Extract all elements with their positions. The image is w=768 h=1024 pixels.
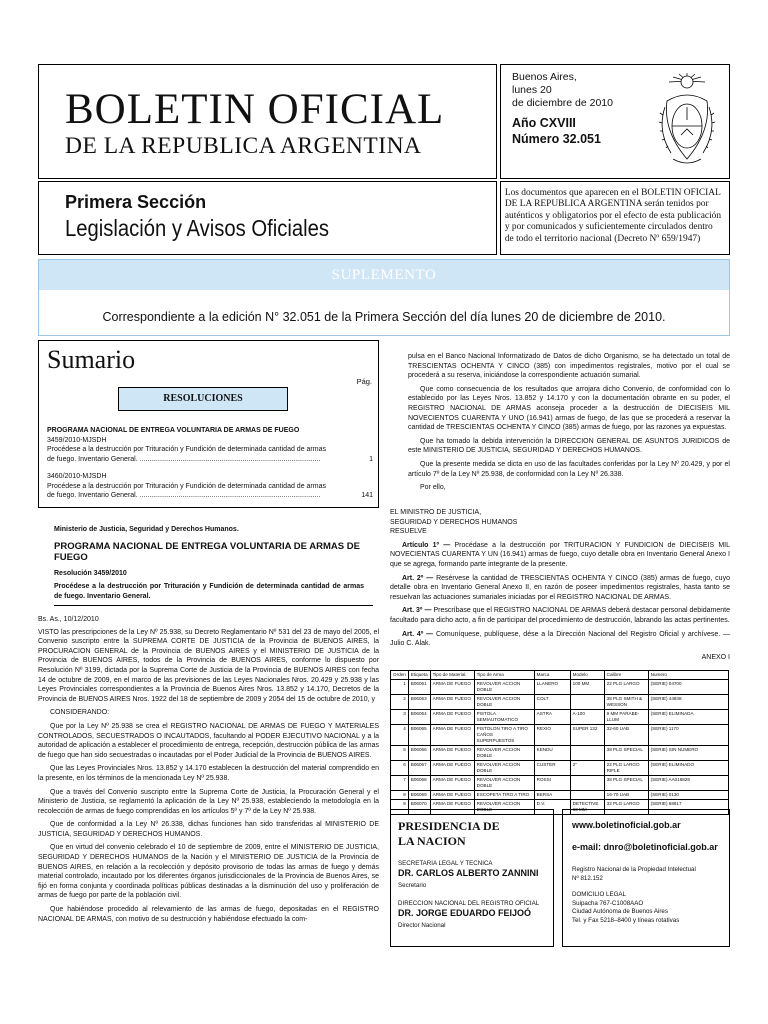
table-cell: 32-60 UAB: [604, 725, 648, 746]
table-row: [391, 725, 729, 746]
table-cell: B06069: [408, 791, 430, 800]
table-cell: ARMA DE FUEGO: [430, 710, 474, 725]
table-cell: B06065: [408, 725, 430, 746]
program-title: PROGRAMA NACIONAL DE ENTREGA VOLUNTARIA DE ARMAS DE FUEGO: [54, 541, 360, 563]
table-cell: 38 PLG SPECIAL: [604, 776, 648, 791]
paragraph: Que en virtud del convenio celebrado el 10 de septiembre de 2009, entre el MINISTERIO DE JUSTICIA, SEGURIDAD Y DERECHOS HUMANOS de la Nación y el MINISTERIO DE JUSTICIA de la Provincia de BUENOS AIRES, en relación a la recolección y depósito provisorio de todas las armas de fuego y demás material controlado, incautado por los diferentes órganos jurisdiccionales de la Provincia de Buenos Aires, se fijó en forma conjunta y coordinada políticas públicas destinadas a la disminución del uso y proliferación de armas de fuego por parte de la población civil.: [38, 844, 379, 900]
supplement-banner: [38, 259, 730, 336]
table-cell: (SERIE) 68617: [648, 800, 728, 815]
table-header-cell: Etiqueta: [408, 671, 430, 680]
table-cell: ARMA DE FUEGO: [430, 725, 474, 746]
table-cell: REVOLVER ACCION DOBLE: [474, 695, 534, 710]
paragraph: pulsa en el Banco Nacional Informatizado de Datos de dicho Organismo, se ha detectado un total de TRESCIENTAS OCHENTA Y CINCO (385) con impedimentos registrales, motivo por el cual se procederá a su reserva, iniciándose la correspondiente actuación sumarial.: [408, 353, 730, 380]
table-cell: 38 PLG SPECIAL: [604, 746, 648, 761]
paragraph: Que las Leyes Provinciales Nros. 13.852 y 14.170 establecen la destrucción del material comprendido en la presente, en los términos de la mencionada Ley Nº 25.938.: [38, 765, 379, 782]
table-cell: ARMA DE FUEGO: [430, 776, 474, 791]
anexo-label: ANEXO I: [701, 653, 730, 661]
table-cell: REVOLVER ACCION DOBLE: [474, 776, 534, 791]
table-cell: [570, 746, 604, 761]
official-name: DR. JORGE EDUARDO FEIJOÓ: [398, 908, 532, 918]
table-header-cell: Orden: [391, 671, 409, 680]
sumario-item[interactable]: de fuego. Inventario General. ............................................................................................. 141: [47, 492, 373, 499]
table-cell: PISTOLON TIRO A TIRO CAÑOS SUPERPUESTOS: [474, 725, 534, 746]
table-cell: D.V.: [534, 800, 570, 815]
publication-title: BOLETIN OFICIAL: [65, 86, 445, 133]
table-cell: 2: [391, 695, 409, 710]
table-row: [391, 791, 729, 800]
article-2: Art. 2º — Resérvese la cantidad de TRESCIENTAS OCHENTA Y CINCO (385) armas de fuego, cuyo detalle obra en Inventario General Anexo II, en razón de poseer impedimentos registrales, hasta tanto se resuelvan las actuaciones sumariales iniciadas por el REGISTRO NACIONAL DE ARMAS.: [390, 574, 730, 601]
table-cell: B06064: [408, 710, 430, 725]
table-cell: 4: [391, 725, 409, 746]
page-column-label: Pág.: [356, 377, 372, 386]
resuelve-heading-3: RESUELVE: [390, 528, 427, 536]
legal-notice: Los documentos que aparecen en el BOLETIN OFICIAL DE LA REPUBLICA ARGENTINA serán tenidos por auténticos y obligatorios por el efecto de esta publicación y por comunicados y suficientemente circulados dentro de todo el territorio nacional (Decreto Nº 659/1947): [504, 187, 722, 244]
table-row: [391, 710, 729, 725]
table-cell: (SERIE) SIN NUMERO: [648, 746, 728, 761]
table-cell: ARMA DE FUEGO: [430, 680, 474, 695]
table-cell: B06070: [408, 800, 430, 815]
section-name: Primera Sección: [65, 192, 207, 212]
resuelve-heading-2: SEGURIDAD Y DERECHOS HUMANOS: [390, 518, 518, 526]
table-cell: 32 PLG LARGO: [604, 800, 648, 815]
table-cell: 38 PLG SMITH & WESSON: [604, 695, 648, 710]
table-cell: COLT: [534, 695, 570, 710]
resolution-summary: Procédese a la destrucción por Trituración y Fundición de determinada cantidad de armas de fuego. Inventario General.: [54, 583, 364, 600]
table-cell: (SERIE) ELIMINADO: [648, 761, 728, 776]
table-cell: [570, 776, 604, 791]
sumario-entries: PROGRAMA NACIONAL DE ENTREGA VOLUNTARIA DE ARMAS DE FUEGO 3459/2010-MJSDH Procédese a la destrucción por Trituración y Fundición de determinada cantidad de armas de fuego. Inventario General. ............................................................................................. 1 3460/2010-MJSDH Procédese a la destrucción por Trituración y Fundición de determinada cantidad de armas de fuego. Inventario General. ............................................................................................. 141: [47, 427, 373, 499]
table-cell: (SERIE) AA016828: [648, 776, 728, 791]
table-header-row: [391, 671, 729, 680]
table-header-cell: Modelo: [570, 671, 604, 680]
table-cell: REVOLVER ACCION DOBLE: [474, 761, 534, 776]
table-cell: (SERIE) 0130: [648, 791, 728, 800]
inventory-table: [390, 670, 729, 815]
paragraph: Que por la Ley Nº 25.938 se crea el REGISTRO NACIONAL DE ARMAS DE FUEGO Y MATERIALES CONTROLADOS, SECUESTRADOS O INCAUTADOS, facultando al PODER EJECUTIVO NACIONAL y a la autoridad de aplicación a establecer el procedimiento de entrega, recepción, destrucción pública de las armas de fuego que han sido secuestradas o incautadas por el Poder Judicial de la Provincia de BUENOS AIRES.: [38, 722, 379, 759]
email-link[interactable]: e-mail: dnro@boletinoficial.gob.ar: [572, 842, 718, 852]
table-cell: 9 MM PARABE-LLUM: [604, 710, 648, 725]
table-cell: ASTRA: [534, 710, 570, 725]
table-cell: 6: [391, 761, 409, 776]
official-name: DR. CARLOS ALBERTO ZANNINI: [398, 868, 539, 878]
table-body: [391, 680, 729, 815]
issue-number: Año CXVIII Número 32.051: [512, 116, 601, 146]
sumario-title: Sumario: [47, 345, 136, 374]
paragraph: Que a través del Convenio suscripto entre la Suprema Corte de Justicia, la Procuración General y el Ministerio de Justicia, se reglamentó la aplicación de la Ley Nº 25.938, estableciendo la metodología en la recolección de armas de fuego comprendidas en los artículos 5º y 7º de la Ley Nº 25.938.: [38, 788, 379, 815]
right-column-body: [390, 508, 730, 662]
table-row: [391, 695, 729, 710]
visto-paragraph: VISTO las prescripciones de la Ley Nº 25.938, su Decreto Reglamentario Nº 531 del 23 de mayo del 2005, el Convenio suscripto entre la SUPREMA CORTE DE JUSTICIA de la Provincia de BUENOS AIRES, la PROCURACION GENERAL de la Provincia de BUENOS AIRES y el MINISTERIO DE JUSTICIA de la Provincia de BUENOS AIRES, todos de la Provincia de BUENOS AIRES, conforme lo dispuesto por Resolución Nº 3199, dictada por la Suprema Corte de Justicia de la Provincia de BUENOS AIRES con fecha 14 de octubre de 2009, en el marco de las previsiones de las Leyes Nacionales Nros. 20.429 y 25.938 y las Leyes Provinciales correspondientes a la Provincia de Buenos Aires Nros. 13.852 y 14.170, Decretos de la Provincia de BUENOS AIRES Nros. 1922 del 18 de septiembre de 2009 y 2054 del 15 de octubre de 2010, y: [38, 628, 379, 703]
paragraph: Por ello,: [420, 484, 446, 492]
table-header-cell: Calibre: [604, 671, 648, 680]
table-header-cell: Tipo de Material: [430, 671, 474, 680]
table-cell: B06063: [408, 695, 430, 710]
paragraph: Que de conformidad a la Ley Nº 26.338, dichas funciones han sido transferidas al MINISTERIO DE JUSTICIA, SEGURIDAD Y DERECHOS HUMANOS.: [38, 821, 379, 838]
table-cell: DETECTIVE 63 MM: [570, 800, 604, 815]
contact-box: [562, 809, 730, 947]
table-cell: 7: [391, 776, 409, 791]
section-header: [38, 181, 497, 255]
legal-notice-box: [500, 181, 730, 255]
table-cell: B06067: [408, 761, 430, 776]
resuelve-heading-1: EL MINISTRO DE JUSTICIA,: [390, 509, 482, 516]
table-cell: 2": [570, 761, 604, 776]
table-cell: 8: [391, 791, 409, 800]
ministry: Ministerio de Justicia, Seguridad y Derechos Humanos.: [54, 526, 239, 533]
section-description: Legislación y Avisos Oficiales: [65, 215, 329, 241]
table-header-cell: Marca: [534, 671, 570, 680]
sumario-item-code: 3460/2010-MJSDH: [47, 473, 107, 480]
table-cell: 3: [391, 710, 409, 725]
supplement-text: Correspondiente a la edición N° 32.051 de la Primera Sección del día lunes 20 de diciembre de 2010.: [102, 310, 666, 324]
table-row: [391, 761, 729, 776]
table-header-cell: Tipo de Arma: [474, 671, 534, 680]
right-column-top: [408, 352, 730, 497]
sumario-item-code: 3459/2010-MJSDH: [47, 436, 107, 444]
divider: [54, 605, 373, 606]
table-header-cell: Numero: [648, 671, 728, 680]
article-4: Art. 4º — Comuníquese, publíquese, dése a la Dirección Nacional del Registro Oficial y archívese. — Julio C. Alak.: [390, 630, 730, 648]
table-cell: (SERIE) 04700: [648, 680, 728, 695]
presidencia-officials: SECRETARIA LEGAL Y TECNICA DR. CARLOS ALBERTO ZANNINI Secretario DIRECCION NACIONAL DEL REGISTRO OFICIAL DR. JORGE EDUARDO FEIJOÓ Director Nacional: [398, 860, 553, 930]
left-column-body: [38, 615, 379, 928]
masthead: [38, 64, 497, 179]
website-link[interactable]: www.boletinoficial.gob.ar: [572, 820, 681, 830]
paragraph: Que ha tomado la debida intervención la DIRECCION GENERAL DE ASUNTOS JURIDICOS de este MINISTERIO DE JUSTICIA, SEGURIDAD Y DERECHOS HUMANOS.: [408, 437, 730, 455]
table-row: [391, 746, 729, 761]
table-cell: REVOLVER ACCION DOBLE: [474, 680, 534, 695]
sumario-program: PROGRAMA NACIONAL DE ENTREGA VOLUNTARIA DE ARMAS DE FUEGO: [47, 427, 300, 434]
table-cell: BERSA: [534, 791, 570, 800]
table-cell: KENDU: [534, 746, 570, 761]
issue-info: [500, 64, 730, 179]
table-cell: ROSSI: [534, 776, 570, 791]
table-cell: PISTOLA SEMIAUTOMATICO: [474, 710, 534, 725]
table-cell: [570, 791, 604, 800]
sumario-item-page: 141: [361, 492, 373, 499]
table-cell: (SERIE) ELIMINADA: [648, 710, 728, 725]
table-cell: ARMA DE FUEGO: [430, 746, 474, 761]
table-cell: B06068: [408, 776, 430, 791]
table-cell: 22 PLG LARGO: [604, 680, 648, 695]
article-1: Artículo 1º — Procédase a la destrucción por TRITURACION Y FUNDICION de DIECISEIS MIL NOVECIENTAS CUARENTA Y UN (16.941) armas de fuego, cuyo detalle obra en Inventario General Anexo I que se agrega, formando parte integrante de la presente.: [390, 541, 730, 568]
publication-subtitle: DE LA REPUBLICA ARGENTINA: [65, 133, 422, 159]
table-cell: 1: [391, 680, 409, 695]
sumario-box: [38, 340, 379, 508]
table-cell: 100 MM: [570, 680, 604, 695]
article-3: Art. 3º — Prescríbase que el REGISTRO NACIONAL DE ARMAS deberá destacar personal debidamente facultado para dicho acto, a fin de participar del procedimiento de destrucción, labrando las actas pertinentes.: [390, 607, 730, 624]
paragraph: Que como consecuencia de los resultados que arrojara dicho Convenio, de conformidad con lo establecido por las Leyes Nros. 13.852 y 14.170 y con la documentación obrante en su poder, el REGISTRO NACIONAL DE ARMAS aconseja proceder a la destrucción de DIECISEIS MIL NOVECIENTOS CUARENTA Y UNO (16.941) armas de fuego, de las que se procederá a reservar la cantidad de TRESCIENTAS OCHENTA Y CINCO (385) armas de fuego, por las razones ya expuestas.: [408, 385, 730, 432]
sumario-item-page: 1: [369, 455, 373, 463]
resolution-date: Bs. As., 10/12/2010: [38, 616, 99, 623]
table-cell: LLANERO: [534, 680, 570, 695]
sumario-item[interactable]: de fuego. Inventario General. ............................................................................................. 1: [47, 455, 373, 463]
supplement-label: SUPLEMENTO: [39, 260, 729, 290]
considerando-heading: CONSIDERANDO:: [50, 709, 110, 717]
table-cell: 9: [391, 800, 409, 815]
table-cell: REVOLVER ACCION DOBLE: [474, 746, 534, 761]
resoluciones-label: RESOLUCIONES: [118, 387, 288, 411]
contact-details: Registro Nacional de la Propiedad Intelectual Nº 812.152 DOMICILIO LEGAL Suipacha 767-C1008AAO Ciudad Autónoma de Buenos Aires Tel. y Fax 5218–8400 y líneas rotativas: [572, 866, 696, 924]
table-cell: 5: [391, 746, 409, 761]
table-cell: [570, 695, 604, 710]
paragraph: Que la presente medida se dicta en uso de las facultades conferidas por la Ley Nº 20.429, y por el artículo 7º de la Ley Nº 25.938, de conformidad con la Ley Nº 26.338.: [408, 460, 730, 478]
table-cell: ARMA DE FUEGO: [430, 791, 474, 800]
table-cell: ARMA DE FUEGO: [430, 800, 474, 815]
table-cell: A-100: [570, 710, 604, 725]
table-cell: ESCOPETA TIRO A TIRO: [474, 791, 534, 800]
issue-date: Buenos Aires, lunes 20 de diciembre de 2010: [512, 71, 613, 109]
coat-of-arms-icon: [651, 71, 723, 171]
presidencia-title: PRESIDENCIA DE LA NACION: [398, 819, 500, 848]
table-cell: 22 PLG LARGO RIFLE: [604, 761, 648, 776]
table-cell: 16-70 UAB: [604, 791, 648, 800]
table-cell: ARMA DE FUEGO: [430, 695, 474, 710]
table-cell: (SERIE) 1170: [648, 725, 728, 746]
table-cell: SUPER 132: [570, 725, 604, 746]
table-cell: ARMA DE FUEGO: [430, 761, 474, 776]
table-cell: B06061: [408, 680, 430, 695]
table-cell: (SERIE) 44848: [648, 695, 728, 710]
resolution-number: Resolución 3459/2010: [54, 570, 127, 577]
presidencia-box: [390, 809, 554, 947]
paragraph: Que habiéndose procedido al relevamiento de las armas de fuego, depositadas en el REGISTRO NACIONAL DE ARMAS, con motivo de su destrucción y habiéndose efectuado la com-: [38, 906, 379, 923]
resolution-header-box: [38, 514, 379, 604]
table-row: [391, 680, 729, 695]
table-cell: CUSTER: [534, 761, 570, 776]
table-cell: REXIO: [534, 725, 570, 746]
table-cell: REVOLVER ACCION DOBLE: [474, 800, 534, 815]
table-row: [391, 776, 729, 791]
table-cell: B06066: [408, 746, 430, 761]
